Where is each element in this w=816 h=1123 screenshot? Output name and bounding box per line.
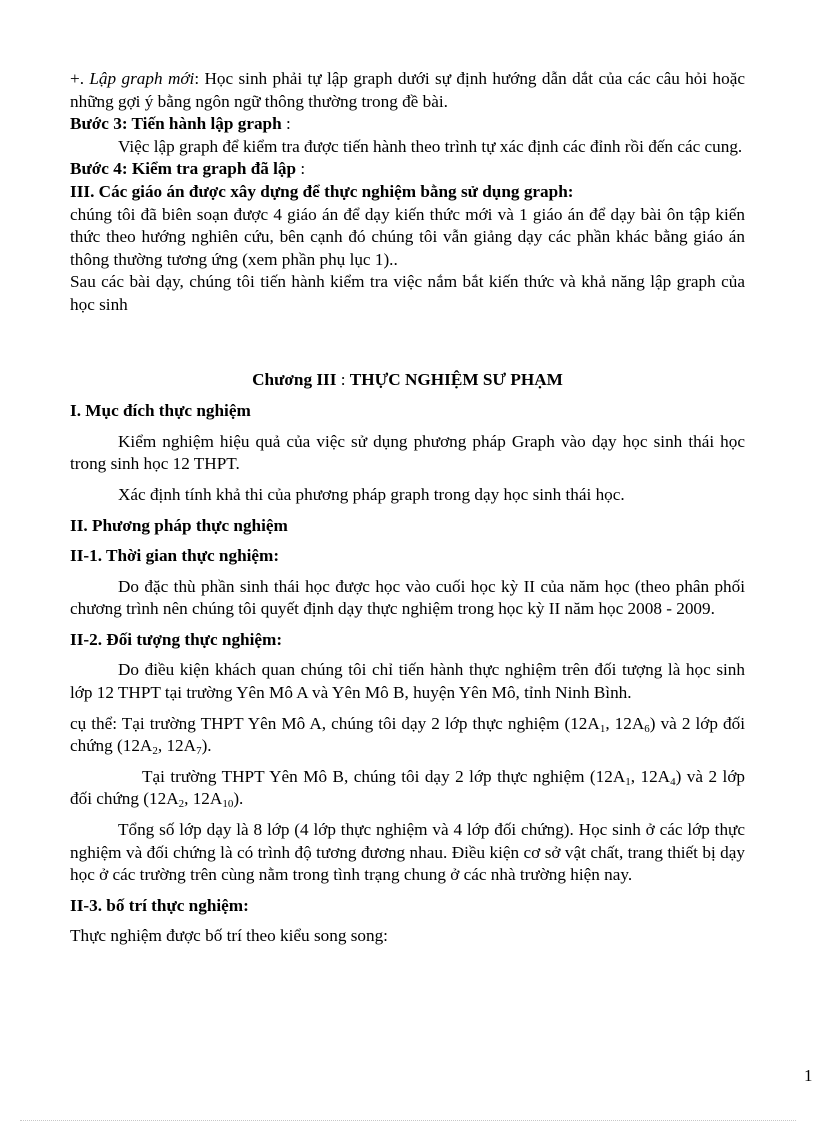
paragraph-school-a	[70, 713, 745, 758]
subscript: 10	[222, 798, 234, 811]
section-1-title: I. Mục đích thực nghiệm	[70, 401, 251, 421]
paragraph-subjects: Do điều kiện khách quan chúng tôi chỉ tiến hành thực nghiệm trên đối tượng là học sinh lớp 12 THPT tại trường Yên Mô A và Yên Mô B, huyện Yên Mô, tỉnh Ninh Bình.	[70, 660, 745, 703]
subscript: 6	[644, 722, 650, 735]
subscript: 7	[196, 745, 202, 758]
paragraph-school-b	[70, 766, 745, 811]
paragraph-time: Do đặc thù phần sinh thái học được học vào cuối học kỳ II của năm học (theo phân phối chương trình nên chúng tôi quyết định dạy thực nghiệm trong học kỳ II năm học 2008 - 2009.	[70, 576, 745, 619]
text-run: Tại trường THPT Yên Mô B, chúng tôi dạy 2 lớp thực nghiệm (12A	[142, 766, 626, 786]
section-3-title: III. Các giáo án được xây dựng để thực nghiệm bằng sử dụng graph:	[70, 181, 574, 201]
paragraph-purpose-2: Xác định tính khả thi của phương pháp graph trong dạy học sinh thái học.	[118, 484, 625, 504]
paragraph-step-3: Việc lập graph để kiểm tra được tiến hành theo trình tự xác định các đỉnh rồi đến các cung.	[118, 136, 743, 156]
page-bottom-divider	[20, 1120, 796, 1121]
section-2-2-title: II-2. Đối tượng thực nghiệm:	[70, 629, 283, 649]
subscript: 4	[670, 775, 676, 788]
chapter-number: Chương III	[252, 369, 337, 389]
subscript: 1	[599, 722, 606, 735]
bullet-prefix: +.	[70, 69, 90, 88]
text-run: ).	[201, 736, 212, 756]
subscript: 1	[625, 775, 631, 788]
chapter-separator: :	[336, 369, 350, 389]
paragraph-total-classes: Tổng số lớp dạy là 8 lớp (4 lớp thực nghiệm và 4 lớp đối chứng). Học sinh ở các lớp thực nghiệm và đối chứng là có trình độ tương đương nhau. Điều kiện cơ sở vật chất, trang thiết bị dạy học ở các trường trên cùng nằm trong tình trạng chung ở các nhà trường hiện nay.	[70, 820, 745, 885]
subscript: 2	[152, 745, 158, 758]
text-run: , 12A	[630, 766, 671, 786]
text-run: , 12A	[605, 713, 645, 733]
text-run: ).	[233, 789, 244, 809]
document-page	[70, 68, 745, 948]
step-4-colon: :	[300, 159, 306, 179]
step-3-label: Bước 3: Tiến hành lập graph	[70, 114, 282, 134]
step-3-heading	[70, 113, 745, 136]
paragraph-parallel: Thực nghiệm được bố trí theo kiểu song song:	[70, 926, 388, 946]
section-2-3-title: II-3. bố trí thực nghiệm:	[70, 895, 249, 915]
italic-term: Lập graph mới	[89, 69, 195, 88]
step-3-colon: :	[285, 114, 291, 134]
subscript: 2	[178, 798, 185, 811]
paragraph-lesson-plans: chúng tôi đã biên soạn được 4 giáo án để dạy kiến thức mới và 1 giáo án để dạy bài ôn tập kiến thức theo hướng nghiên cứu, bên cạnh đó chúng tôi vẫn giảng dạy các phần khác bằng giáo án thông thường tương ứng (xem phần phụ lục 1)..	[70, 204, 745, 269]
section-2-1-title: II-1. Thời gian thực nghiệm:	[70, 546, 280, 566]
step-4-label: Bước 4: Kiểm tra graph đã lập	[70, 159, 297, 179]
page-number: 1	[804, 1066, 813, 1085]
text-run: ) và 2 lớp đối chứng (12A	[70, 713, 745, 756]
text-run: , 12A	[184, 789, 223, 809]
paragraph-new-graph	[70, 68, 745, 113]
paragraph-after-lessons: Sau các bài dạy, chúng tôi tiến hành kiểm tra việc nắm bắt kiến thức và khả năng lập graph của học sinh	[70, 272, 745, 314]
paragraph-text: : Học sinh phải tự lập graph dưới sự định hướng dẫn dắt của các câu hỏi hoặc những gợi ý bằng ngôn ngữ thông thường trong đề bài.	[70, 69, 745, 111]
text-run: cụ thể: Tại trường THPT Yên Mô A, chúng tôi dạy 2 lớp thực nghiệm (12A	[70, 713, 600, 733]
section-2-title: II. Phương pháp thực nghiệm	[70, 515, 288, 535]
paragraph-purpose-1: Kiểm nghiệm hiệu quả của việc sử dụng phương pháp Graph vào dạy học sinh thái học trong sinh học 12 THPT.	[70, 431, 745, 474]
text-run: ) và 2 lớp đối chứng (12A	[70, 766, 746, 809]
chapter-name: THỰC NGHIỆM SƯ PHẠM	[349, 369, 563, 389]
text-run: , 12A	[157, 736, 197, 756]
step-4-heading	[70, 158, 745, 181]
chapter-title	[70, 369, 745, 392]
